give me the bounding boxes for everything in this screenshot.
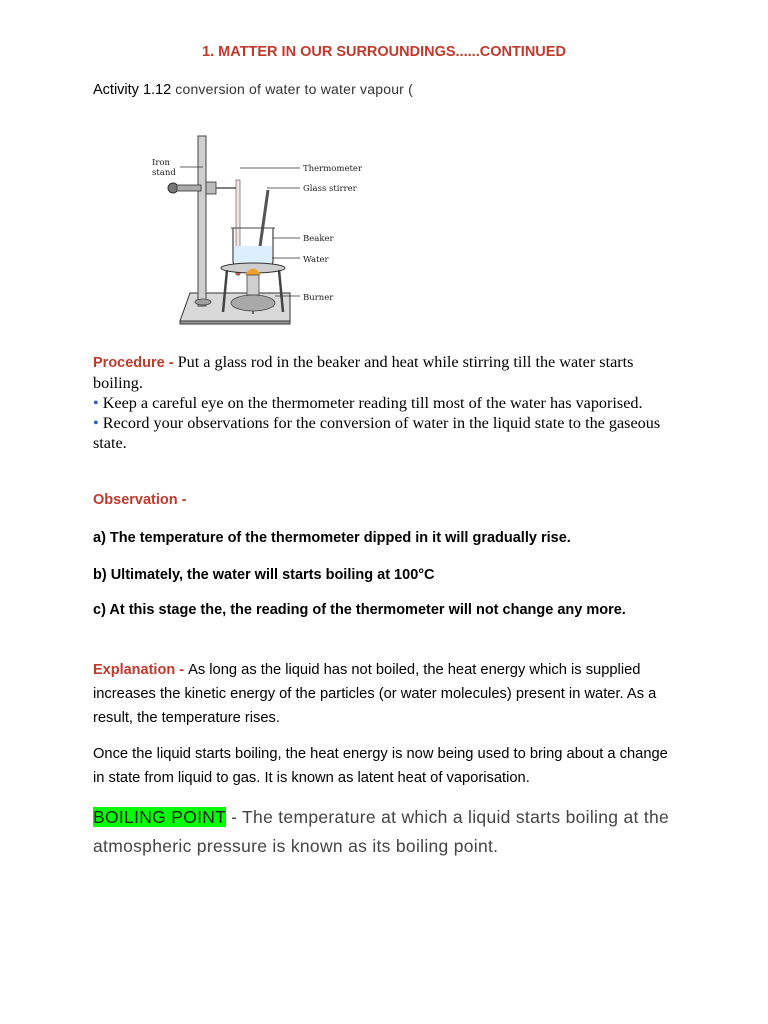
label-water: Water <box>303 255 329 265</box>
label-iron: Iron <box>152 158 171 168</box>
explanation-paragraph-2: Once the liquid starts boiling, the heat energy is now being used to bring about a change in state from liquid to gas. It is known as latent heat of vaporisation. <box>93 746 668 786</box>
label-stand: stand <box>152 168 176 178</box>
explanation-text-1: As long as the liquid has not boiled, the heat energy which is supplied increases the kinetic energy of the particles (or water molecules) present in water. As a result, the temperature rises. <box>93 662 657 726</box>
procedure-step-1: Put a glass rod in the beaker and heat while stirring till the water starts boiling. <box>93 353 634 392</box>
stand-base <box>180 293 290 324</box>
observation-b: b) Ultimately, the water will starts boiling at 100°C <box>93 567 435 583</box>
label-beaker: Beaker <box>303 234 334 244</box>
observation-a: a) The temperature of the thermometer dipped in it will gradually rise. <box>93 530 571 546</box>
boiling-point-term: BOILING POINT <box>93 807 226 827</box>
explanation-label: Explanation - <box>93 662 189 678</box>
procedure-step-2: Keep a careful eye on the thermometer reading till most of the water has vaporised. <box>98 394 643 412</box>
observation-c: c) At this stage the, the reading of the thermometer will not change any more. <box>93 602 626 618</box>
procedure-label: Procedure - <box>93 355 178 371</box>
bullet-icon: • <box>93 414 99 432</box>
label-glass-stirrer: Glass stirrer <box>303 184 357 194</box>
explanation-paragraph-1 <box>93 658 673 730</box>
boiling-point-text: - The temperature at which a liquid starts boiling at the atmospheric pressure is known as its boiling point. <box>93 807 670 856</box>
activity-subtitle: conversion of water to water vapour ( <box>171 81 413 97</box>
procedure-step-3: Record your observations for the conversion of water in the liquid state to the gaseous state. <box>93 414 661 452</box>
iron-stand-rod <box>198 136 206 306</box>
observation-heading: Observation - <box>93 492 187 508</box>
bullet-icon: • <box>93 394 99 412</box>
activity-heading <box>93 81 413 98</box>
label-burner: Burner <box>303 293 334 303</box>
procedure-section <box>93 352 683 453</box>
activity-label: Activity 1.12 <box>93 82 172 98</box>
apparatus-diagram <box>145 128 385 328</box>
label-thermometer: Thermometer <box>303 164 363 174</box>
page-title: 1. MATTER IN OUR SURROUNDINGS......CONTINUED <box>202 44 566 60</box>
boiling-point-definition <box>93 803 683 861</box>
